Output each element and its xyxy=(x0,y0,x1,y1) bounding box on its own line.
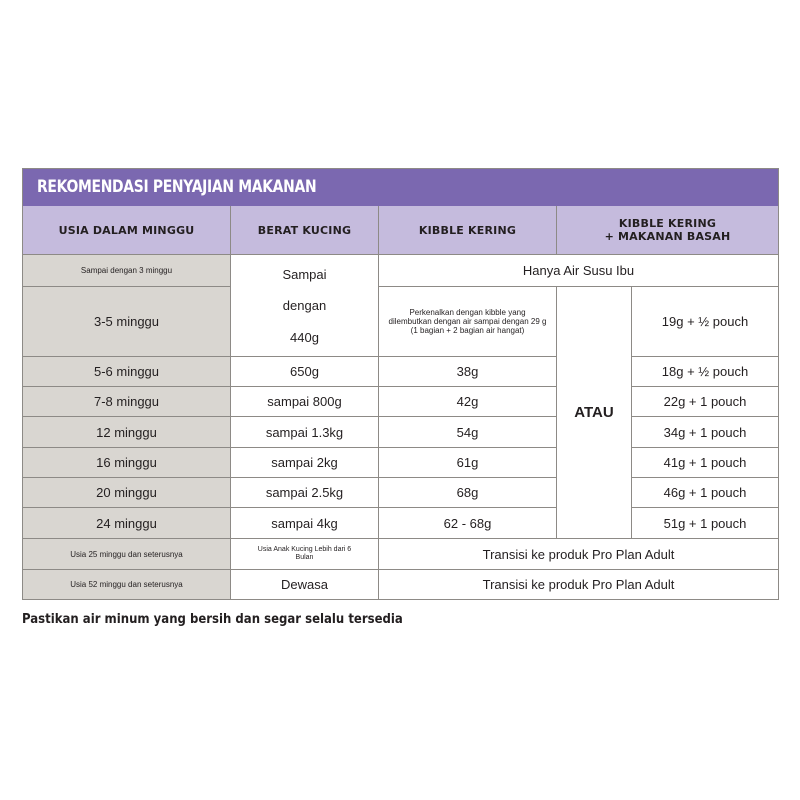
row-mixed-value: 22g + 1 pouch xyxy=(632,387,778,417)
row-weight-value: sampai 2.5kg xyxy=(231,478,379,508)
row-age: Usia 52 minggu dan seterusnya xyxy=(23,570,231,599)
header-dry: KIBBLE KERING xyxy=(379,206,557,255)
row-dry-value: 54g xyxy=(379,417,557,448)
row-mixed-value: 19g + ½ pouch xyxy=(632,287,778,357)
row-age: 7-8 minggu xyxy=(23,387,231,417)
row-dry-value: 42g xyxy=(379,387,557,417)
weight-line2: dengan xyxy=(282,298,327,313)
row-mixed-value: 51g + 1 pouch xyxy=(632,508,778,539)
row-weight-value: 650g xyxy=(231,357,379,387)
row-weight-value: Usia Anak Kucing Lebih dari 6 Bulan xyxy=(231,539,379,570)
row-age: 3-5 minggu xyxy=(23,287,231,357)
row-dry-value: 68g xyxy=(379,478,557,508)
footnote: Pastikan air minum yang bersih dan segar selalu tersedia xyxy=(22,612,403,627)
table-title-bar xyxy=(23,169,778,206)
header-weight: BERAT KUCING xyxy=(231,206,379,255)
row-weight-value: sampai 800g xyxy=(231,387,379,417)
row-dry-value: 62 - 68g xyxy=(379,508,557,539)
row-age: 5-6 minggu xyxy=(23,357,231,387)
row-age: 16 minggu xyxy=(23,448,231,478)
header-age: USIA DALAM MINGGU xyxy=(23,206,231,255)
row-weight-value: Dewasa xyxy=(231,570,379,599)
row-dry-value: 61g xyxy=(379,448,557,478)
weight-merged-cell xyxy=(231,255,379,357)
row-age: 12 minggu xyxy=(23,417,231,448)
row-merged-value: Hanya Air Susu Ibu xyxy=(379,255,778,287)
header-mixed-line1: KIBBLE KERING xyxy=(618,217,717,230)
row-age: 24 minggu xyxy=(23,508,231,539)
weight-line3: 440g xyxy=(290,329,319,345)
row-mixed-value: 18g + ½ pouch xyxy=(632,357,778,387)
row-age: 20 minggu xyxy=(23,478,231,508)
row-age: Usia 25 minggu dan seterusnya xyxy=(23,539,231,570)
feeding-table xyxy=(22,168,779,600)
weight-line1: Sampai xyxy=(282,266,327,282)
row-merged-value: Transisi ke produk Pro Plan Adult xyxy=(379,539,778,570)
row-weight-value: sampai 4kg xyxy=(231,508,379,539)
row-merged-value: Transisi ke produk Pro Plan Adult xyxy=(379,570,778,599)
row-dry-value: 38g xyxy=(379,357,557,387)
header-mixed-line2: + MAKANAN BASAH xyxy=(604,230,731,243)
row-mixed-value: 34g + 1 pouch xyxy=(632,417,778,448)
row-dry-value: Perkenalkan dengan kibble yang dilembutkan dengan air sampai dengan 29 g (1 bagian + 2 bagian air hangat) xyxy=(379,287,557,357)
or-label: ATAU xyxy=(557,287,632,539)
row-mixed-value: 41g + 1 pouch xyxy=(632,448,778,478)
row-age: Sampai dengan 3 minggu xyxy=(23,255,231,287)
row-weight-value: sampai 2kg xyxy=(231,448,379,478)
row-weight-value: sampai 1.3kg xyxy=(231,417,379,448)
row-mixed-value: 46g + 1 pouch xyxy=(632,478,778,508)
table-title: REKOMENDASI PENYAJIAN MAKANAN xyxy=(37,177,317,197)
header-mixed xyxy=(557,206,778,255)
